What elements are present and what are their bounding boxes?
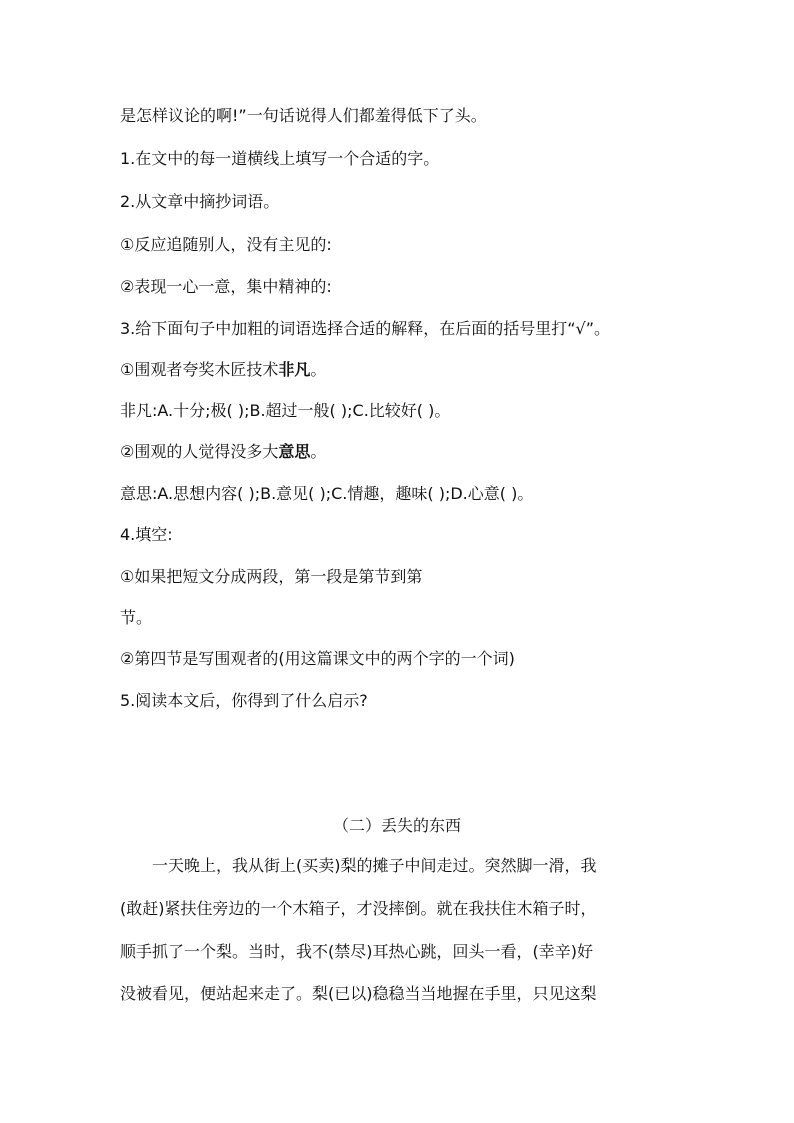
question-2-item-2: ②表现一心一意，集中精神的: (120, 277, 332, 296)
question-3-sentence-1 (120, 359, 680, 381)
sentence-end: 。 (310, 360, 327, 379)
question-2-item-1: ①反应追随别人，没有主见的: (120, 235, 332, 254)
question-1: 1.在文中的每一道横线上填写一个合适的字。 (120, 149, 440, 168)
question-3: 3.给下面句子中加粗的词语选择合适的解释，在后面的括号里打“√”。 (120, 319, 611, 338)
question-4-item-1-cont: 节。 (120, 608, 153, 627)
section-title: （二）丢失的东西 (332, 816, 461, 835)
question-4-item-1: ①如果把短文分成两段，第一段是第节到第 (120, 567, 423, 586)
sentence-end: 。 (310, 442, 327, 461)
paragraph-line: (敢赶)紧扶住旁边的一个木箱子，才没摔倒。就在我扶住木箱子时， (120, 899, 597, 918)
paragraph-line: 顺手抓了一个梨。当时，我不(禁尽)耳热心跳，回头一看，(幸辛)好 (120, 942, 593, 961)
sentence-text: ②围观的人觉得没多大 (120, 442, 279, 461)
question-5: 5.阅读本文后，你得到了什么启示? (120, 691, 368, 710)
bold-word: 意思 (278, 442, 311, 461)
question-3-options-2: 意思:A.思想内容( );B.意见( );C.情趣，趣味( );D.心意( )。 (120, 484, 534, 503)
text-line: 是怎样议论的啊!”一句话说得人们都羞得低下了头。 (120, 106, 487, 125)
sentence-text: ①围观者夸奖木匠技术 (120, 360, 279, 379)
paragraph-line: 没被看见，便站起来走了。梨(已以)稳稳当当地握在手里，只见这梨 (120, 984, 597, 1003)
paragraph-line: 一天晚上，我从街上(买卖)梨的摊子中间走过。突然脚一滑，我 (152, 856, 597, 875)
question-3-options-1: 非凡:A.十分;极( );B.超过一般( );C.比较好( )。 (120, 401, 451, 420)
question-4: 4.填空: (120, 525, 173, 544)
question-4-item-2: ②第四节是写围观者的(用这篇课文中的两个字的一个词) (120, 649, 515, 668)
question-2: 2.从文章中摘抄词语。 (120, 192, 280, 211)
bold-word: 非凡 (278, 360, 311, 379)
question-3-sentence-2 (120, 441, 680, 463)
